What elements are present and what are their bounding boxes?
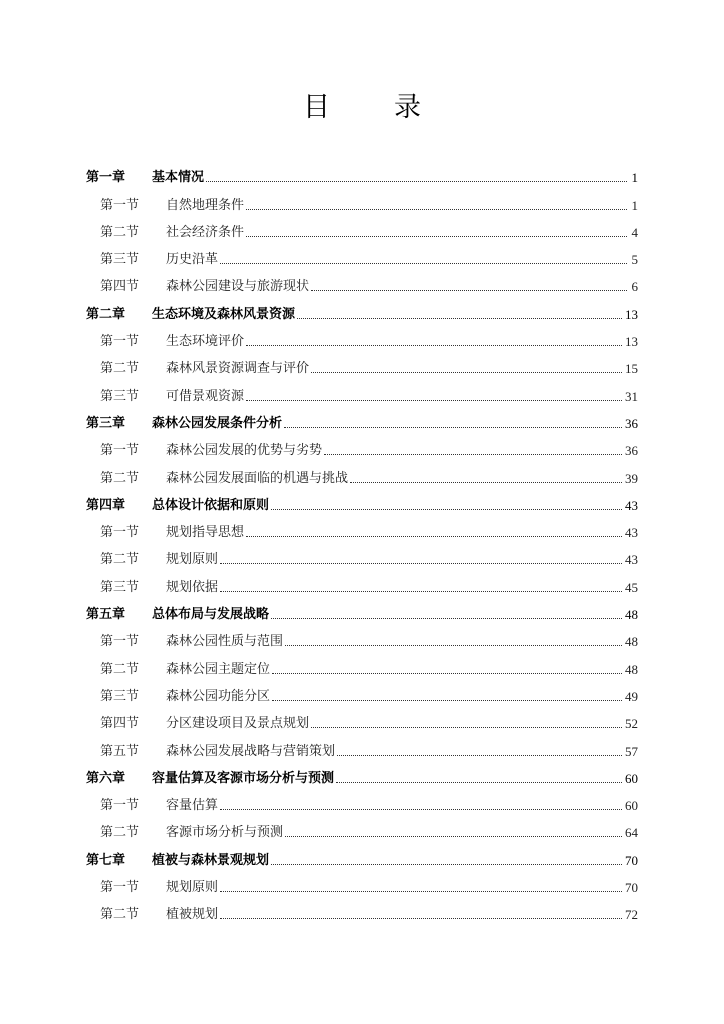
toc-section-row[interactable] [86,679,638,706]
toc-section-row[interactable] [86,706,638,733]
dot-leader [272,699,622,701]
page-number: 1 [631,197,638,213]
page-number: 60 [625,770,638,786]
dot-leader [220,262,627,264]
section-number: 第五节 [100,743,140,759]
page-number: 60 [625,798,638,814]
page-number: 57 [625,743,638,759]
toc-section-row[interactable] [86,215,638,242]
section-title: 生态环境评价 [166,334,245,350]
dot-leader [246,344,622,346]
section-title: 森林公园功能分区 [166,688,271,704]
dot-leader [220,808,622,810]
chapter-title: 容量估算及客源市场分析与预测 [152,770,335,786]
dot-leader [246,208,627,210]
dot-leader [311,371,622,373]
dot-leader [220,917,622,919]
dot-leader [285,644,622,646]
section-title: 分区建设项目及景点规划 [166,716,310,732]
chapter-title: 基本情况 [152,170,205,186]
section-number: 第三节 [100,579,140,595]
section-number: 第二节 [100,907,140,923]
dot-leader [324,453,622,455]
toc-section-row[interactable] [86,460,638,487]
toc-section-row[interactable] [86,269,638,296]
section-title: 容量估算 [166,798,219,814]
section-number: 第一节 [100,798,140,814]
section-number: 第一节 [100,525,140,541]
chapter-number: 第七章 [86,852,126,868]
toc-section-row[interactable] [86,515,638,542]
page-number: 43 [625,497,638,513]
page-number: 70 [625,852,638,868]
toc-section-row[interactable] [86,542,638,569]
dot-leader [220,890,622,892]
page-number: 36 [625,415,638,431]
toc-section-row[interactable] [86,897,638,924]
page-number: 48 [625,607,638,623]
section-number: 第一节 [100,197,140,213]
section-number: 第一节 [100,634,140,650]
dot-leader [285,835,622,837]
dot-leader [246,399,622,401]
toc-section-row[interactable] [86,788,638,815]
toc-chapter-row[interactable] [86,160,638,187]
dot-leader [271,508,622,510]
chapter-number: 第三章 [86,415,126,431]
chapter-number: 第一章 [86,170,126,186]
toc-section-row[interactable] [86,187,638,214]
section-number: 第二节 [100,552,140,568]
dot-leader [246,535,622,537]
chapter-title: 森林公园发展条件分析 [152,415,283,431]
page-number: 4 [631,224,638,240]
page-number: 70 [625,880,638,896]
section-number: 第二节 [100,470,140,486]
toc-chapter-row[interactable] [86,296,638,323]
toc-section-row[interactable] [86,569,638,596]
page-number: 48 [625,661,638,677]
dot-leader [271,617,622,619]
toc-chapter-row[interactable] [86,406,638,433]
section-number: 第三节 [100,688,140,704]
section-title: 可借景观资源 [166,388,245,404]
section-number: 第二节 [100,825,140,841]
page-number: 36 [625,443,638,459]
toc-chapter-row[interactable] [86,842,638,869]
dot-leader [350,481,622,483]
dot-leader [272,672,622,674]
dot-leader [337,754,622,756]
dot-leader [311,726,622,728]
dot-leader [284,426,622,428]
chapter-title: 生态环境及森林风景资源 [152,306,296,322]
toc-section-row[interactable] [86,870,638,897]
section-title: 森林公园主题定位 [166,661,271,677]
page-number: 13 [625,306,638,322]
page-number: 49 [625,688,638,704]
section-title: 历史沿革 [166,252,219,268]
dot-leader [220,562,622,564]
page-number: 43 [625,525,638,541]
table-of-contents [86,160,638,924]
section-number: 第二节 [100,224,140,240]
toc-chapter-row[interactable] [86,488,638,515]
section-title: 客源市场分析与预测 [166,825,284,841]
toc-section-row[interactable] [86,733,638,760]
section-number: 第一节 [100,334,140,350]
toc-section-row[interactable] [86,433,638,460]
toc-section-row[interactable] [86,351,638,378]
chapter-title: 总体布局与发展战略 [152,607,270,623]
chapter-number: 第六章 [86,770,126,786]
toc-section-row[interactable] [86,378,638,405]
section-title: 森林公园发展面临的机遇与挑战 [166,470,349,486]
section-title: 森林公园发展战略与营销策划 [166,743,336,759]
toc-section-row[interactable] [86,815,638,842]
toc-section-row[interactable] [86,624,638,651]
page-number: 43 [625,552,638,568]
chapter-title: 植被与森林景观规划 [152,852,270,868]
toc-section-row[interactable] [86,242,638,269]
section-title: 森林公园发展的优势与劣势 [166,443,323,459]
page-number: 64 [625,825,638,841]
section-number: 第三节 [100,252,140,268]
toc-chapter-row[interactable] [86,597,638,624]
chapter-number: 第五章 [86,607,126,623]
section-number: 第四节 [100,716,140,732]
section-number: 第二节 [100,361,140,377]
toc-chapter-row[interactable] [86,761,638,788]
section-title: 社会经济条件 [166,224,245,240]
page-number: 45 [625,579,638,595]
page-number: 39 [625,470,638,486]
page-number: 48 [625,634,638,650]
page-number: 6 [631,279,638,295]
page-number: 15 [625,361,638,377]
chapter-title: 总体设计依据和原则 [152,497,270,513]
chapter-number: 第二章 [86,306,126,322]
section-title: 规划原则 [166,880,219,896]
page-number: 52 [625,716,638,732]
section-number: 第一节 [100,443,140,459]
section-title: 森林公园建设与旅游现状 [166,279,310,295]
section-number: 第四节 [100,279,140,295]
section-title: 森林风景资源调查与评价 [166,361,310,377]
toc-section-row[interactable] [86,324,638,351]
toc-section-row[interactable] [86,651,638,678]
section-title: 森林公园性质与范围 [166,634,284,650]
title-char-2: 录 [394,92,421,123]
dot-leader [311,289,627,291]
section-number: 第一节 [100,880,140,896]
page-number: 5 [631,252,638,268]
page-number: 31 [625,388,638,404]
section-title: 植被规划 [166,907,219,923]
dot-leader [220,590,622,592]
page-number: 13 [625,334,638,350]
page-number: 1 [631,170,638,186]
dot-leader [336,781,622,783]
dot-leader [271,863,622,865]
section-title: 自然地理条件 [166,197,245,213]
section-title: 规划原则 [166,552,219,568]
title-char-1: 目 [303,92,330,123]
section-number: 第二节 [100,661,140,677]
dot-leader [206,180,627,182]
chapter-number: 第四章 [86,497,126,513]
section-title: 规划依据 [166,579,219,595]
dot-leader [246,235,627,237]
page-title [0,88,724,128]
section-number: 第三节 [100,388,140,404]
section-title: 规划指导思想 [166,525,245,541]
page-number: 72 [625,907,638,923]
dot-leader [297,317,622,319]
